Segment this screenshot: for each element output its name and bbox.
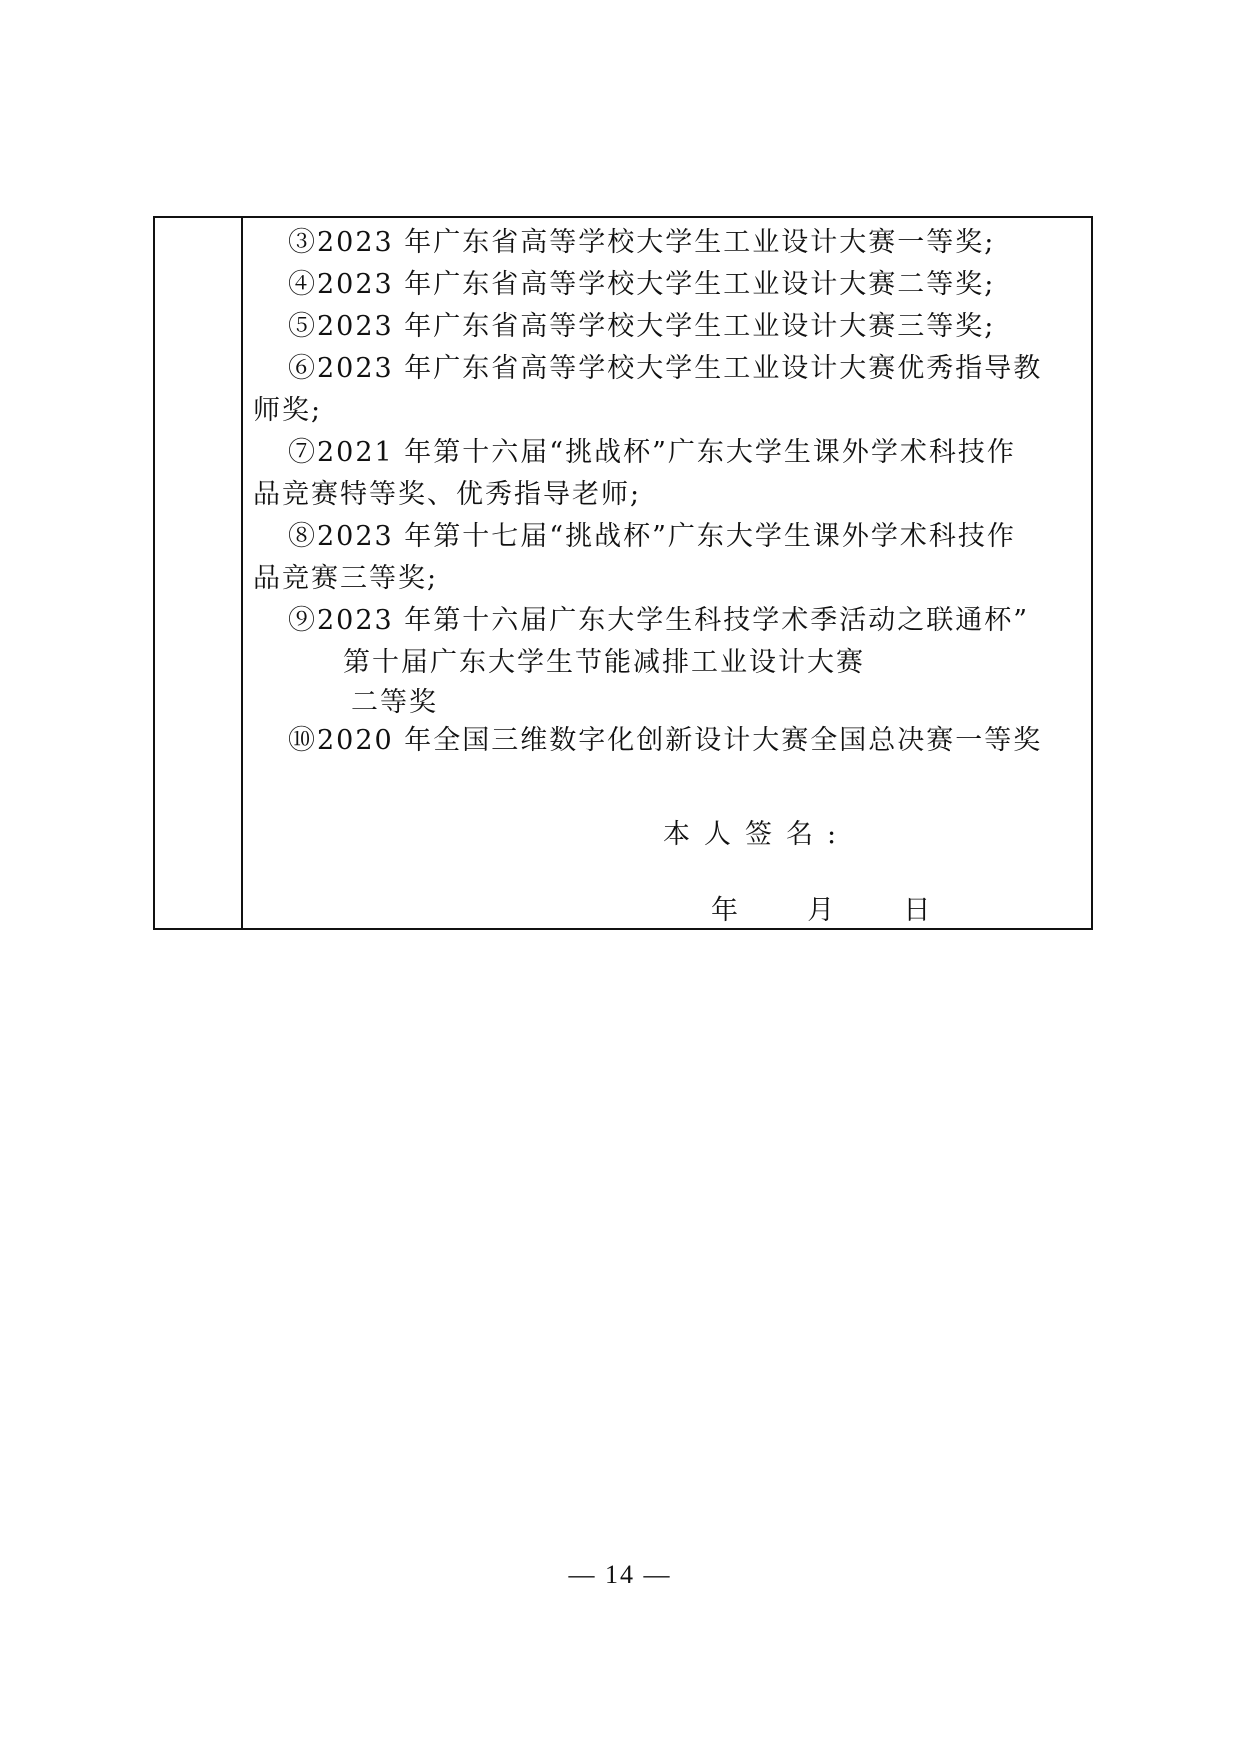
award-line-7b: 品竞赛特等奖、优秀指导老师; [253,479,642,510]
table-left-cell [155,218,243,928]
award-line-4: ④2023 年广东省高等学校大学生工业设计大赛二等奖; [288,269,996,300]
award-line-3: ③2023 年广东省高等学校大学生工业设计大赛一等奖; [288,227,996,258]
award-line-7a: ⑦2021 年第十六届“挑战杯”广东大学生课外学术科技作 [288,437,1016,468]
signature-label: 本人签名: [663,819,851,850]
page-number: — 14 — [568,1560,672,1589]
award-line-9a: ⑨2023 年第十六届广东大学生科技学术季活动之联通杯” [288,605,1030,636]
award-line-5: ⑤2023 年广东省高等学校大学生工业设计大赛三等奖; [288,311,996,342]
award-line-9b: 第十届广东大学生节能减排工业设计大赛 [343,647,865,678]
table-right-cell [243,218,1091,928]
award-line-8b: 品竞赛三等奖; [253,563,439,594]
award-line-6b: 师奖; [253,395,323,426]
date-month: 月 [807,895,837,926]
award-line-9c: 二等奖 [351,687,438,718]
date-day: 日 [903,895,933,926]
award-line-10: ⑩2020 年全国三维数字化创新设计大赛全国总决赛一等奖 [288,725,1043,756]
date-row [711,890,932,932]
award-table [153,216,1093,930]
award-line-6a: ⑥2023 年广东省高等学校大学生工业设计大赛优秀指导教 [288,353,1043,384]
award-line-8a: ⑧2023 年第十七届“挑战杯”广东大学生课外学术科技作 [288,521,1016,552]
date-year: 年 [711,895,740,926]
